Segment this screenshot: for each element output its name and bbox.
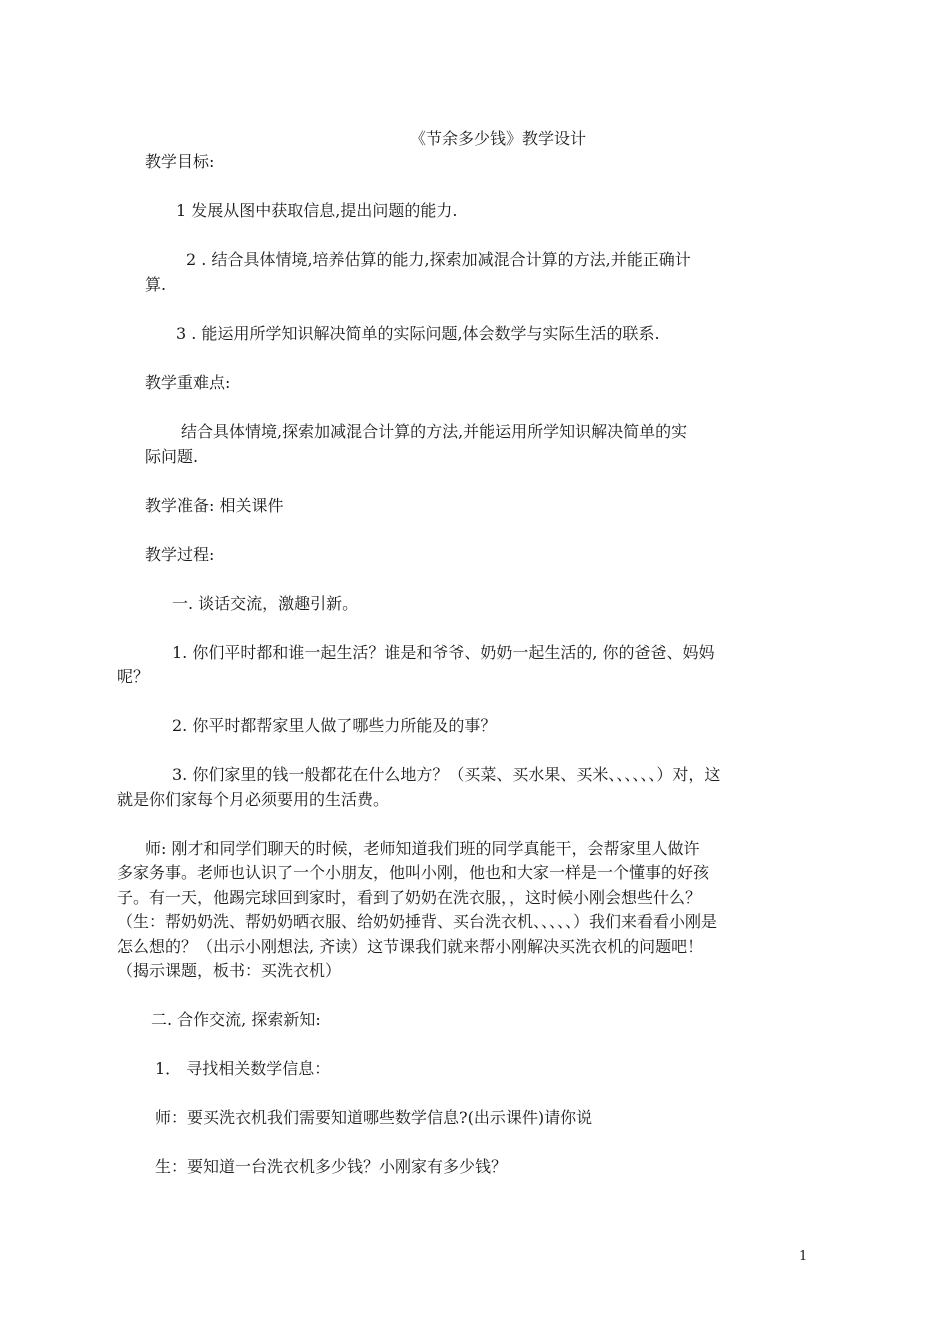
teacher-paragraph-line-6: （揭示课题，板书：买洗衣机） xyxy=(117,961,342,980)
teacher-paragraph-line-5: 怎么想的？（出示小刚想法, 齐读）这节课我们就来帮小刚解决买洗衣机的问题吧！ xyxy=(117,937,704,956)
teacher-question: 师：要买洗衣机我们需要知道哪些数学信息?(出示课件)请你说 xyxy=(155,1108,593,1127)
document-title: 《节余多少钱》教学设计 xyxy=(410,129,587,148)
paragraph-q3: 3. 你们家里的钱一般都花在什么地方？（买菜、买水果、买米、、、、、、）对，这 xyxy=(172,765,721,784)
teacher-paragraph-line-2: 多家务事。老师也认识了一个小朋友，他叫小刚，他也和大家一样是一个懂事的好孩 xyxy=(117,863,710,882)
objective-2: 2 . 结合具体情境,培养估算的能力,探索加减混合计算的方法,并能正确计 xyxy=(186,250,691,269)
key-points-text: 结合具体情境,探索加减混合计算的方法,并能运用所学知识解决简单的实 xyxy=(181,422,688,441)
paragraph-q1-cont: 呢？ xyxy=(117,667,150,686)
paragraph-q3-cont: 就是你们家每个月必须要用的生活费。 xyxy=(117,790,390,809)
heading-key-points: 教学重难点: xyxy=(145,373,231,392)
step-1-heading: 1． 寻找相关数学信息： xyxy=(155,1059,331,1078)
heading-preparation: 教学准备: 相关课件 xyxy=(145,496,284,515)
teacher-paragraph-line-1: 师: 刚才和同学们聊天的时候，老师知道我们班的同学真能干，会帮家里人做许 xyxy=(145,839,700,858)
teacher-paragraph-line-4: （生：帮奶奶洗、帮奶奶晒衣服、给奶奶捶背、买台洗衣机、、、、、）我们来看看小刚是 xyxy=(117,912,718,931)
teacher-paragraph-line-3: 子。有一天，他踢完球回到家时，看到了奶奶在洗衣服，，这时候小刚会想些什么？ xyxy=(117,888,702,907)
student-answer: 生：要知道一台洗衣机多少钱？小刚家有多少钱？ xyxy=(155,1157,508,1176)
section-2-heading: 二. 合作交流, 探索新知: xyxy=(151,1010,321,1029)
paragraph-q2: 2. 你平时都帮家里人做了哪些力所能及的事？ xyxy=(172,716,497,735)
heading-process: 教学过程: xyxy=(145,545,215,564)
key-points-cont: 际问题. xyxy=(145,447,199,466)
objective-3: 3 . 能运用所学知识解决简单的实际问题,体会数学与实际生活的联系. xyxy=(176,324,660,343)
heading-objectives: 教学目标: xyxy=(145,152,215,171)
objective-1: 1 发展从图中获取信息,提出问题的能力. xyxy=(176,201,458,220)
paragraph-q1: 1. 你们平时都和谁一起生活？谁是和爷爷、奶奶一起生活的, 你的爸爸、妈妈 xyxy=(172,643,715,662)
section-1-heading: 一. 谈话交流，激趣引新。 xyxy=(172,594,359,613)
page-number: 1 xyxy=(799,1249,808,1264)
objective-2-cont: 算. xyxy=(145,275,167,294)
